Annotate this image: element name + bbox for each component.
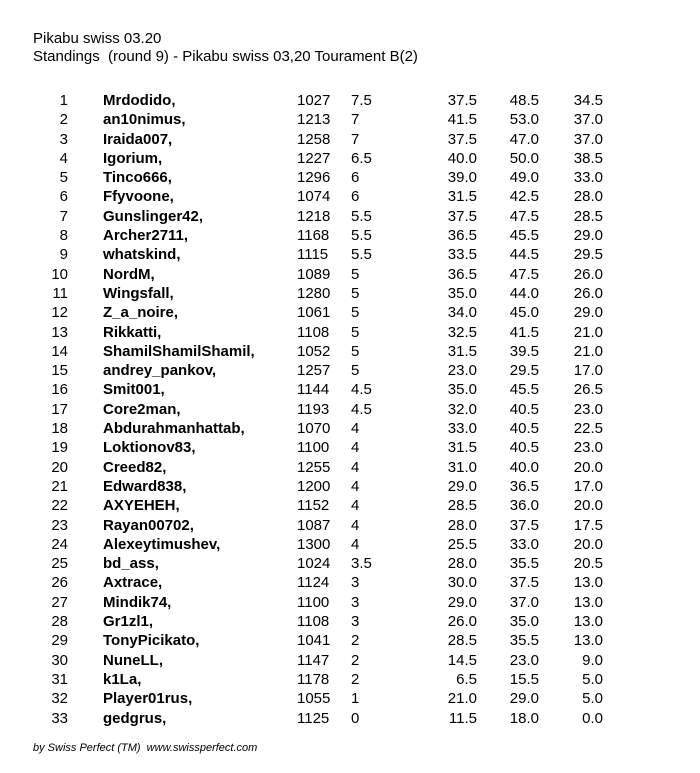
standings-row bbox=[0, 361, 700, 380]
tiebreak-1-cell: 23.0 bbox=[447, 362, 477, 380]
tiebreak-3-cell: 23.0 bbox=[573, 439, 603, 457]
rating-cell: 1052 bbox=[297, 342, 331, 360]
standings-row bbox=[0, 323, 700, 342]
rating-cell: 1218 bbox=[297, 207, 331, 225]
rank-cell: 17 bbox=[51, 400, 68, 418]
player-name: Core2man, bbox=[103, 400, 181, 418]
score-cell: 4 bbox=[351, 420, 360, 438]
score-cell: 7.5 bbox=[351, 92, 372, 109]
tiebreak-2-cell: 37.0 bbox=[509, 593, 539, 611]
player-name: gedgrus, bbox=[103, 709, 167, 727]
standings-row bbox=[0, 689, 700, 708]
score-cell: 4.5 bbox=[351, 381, 372, 399]
tiebreak-2-cell: 50.0 bbox=[509, 149, 539, 167]
tiebreak-1-cell: 29.0 bbox=[447, 477, 477, 495]
score-cell: 5 bbox=[351, 362, 360, 380]
score-cell: 6 bbox=[351, 169, 360, 187]
score-cell: 4 bbox=[351, 516, 360, 534]
tiebreak-1-cell: 37.5 bbox=[447, 130, 477, 148]
tiebreak-1-cell: 29.0 bbox=[447, 593, 477, 611]
player-name: Abdurahmanhattab, bbox=[103, 420, 245, 438]
tiebreak-2-cell: 47.5 bbox=[509, 265, 539, 283]
player-name: Creed82, bbox=[103, 458, 167, 476]
tiebreak-2-cell: 48.5 bbox=[509, 92, 539, 109]
score-cell: 5.5 bbox=[351, 246, 372, 264]
player-name: Gr1zl1, bbox=[103, 613, 154, 631]
tiebreak-1-cell: 37.5 bbox=[447, 207, 477, 225]
rating-cell: 1087 bbox=[297, 516, 331, 534]
rating-cell: 1178 bbox=[297, 670, 330, 688]
rank-cell: 33 bbox=[51, 709, 68, 727]
score-cell: 5 bbox=[351, 342, 360, 360]
tiebreak-1-cell: 26.0 bbox=[447, 613, 477, 631]
player-name: NordM, bbox=[103, 265, 155, 283]
standings-row bbox=[0, 631, 700, 650]
player-name: Iraida007, bbox=[103, 130, 173, 148]
standings-row bbox=[0, 245, 700, 264]
score-cell: 5 bbox=[351, 304, 360, 322]
tiebreak-3-cell: 37.0 bbox=[573, 130, 603, 148]
rating-cell: 1255 bbox=[297, 458, 331, 476]
score-cell: 7 bbox=[351, 111, 360, 129]
player-name: Mindik74, bbox=[103, 593, 172, 611]
tiebreak-3-cell: 37.0 bbox=[573, 111, 603, 129]
tiebreak-3-cell: 22.5 bbox=[573, 420, 603, 438]
rating-cell: 1108 bbox=[297, 323, 330, 341]
player-name: AXYEHEH, bbox=[103, 497, 180, 515]
rank-cell: 28 bbox=[51, 613, 68, 631]
tiebreak-3-cell: 17.5 bbox=[573, 516, 603, 534]
tiebreak-3-cell: 26.0 bbox=[573, 265, 603, 283]
rating-cell: 1147 bbox=[297, 651, 330, 669]
tiebreak-2-cell: 23.0 bbox=[509, 651, 539, 669]
document-title: Pikabu swiss 03.20 bbox=[33, 30, 162, 47]
score-cell: 3 bbox=[351, 613, 360, 631]
rating-cell: 1152 bbox=[297, 497, 330, 515]
tiebreak-3-cell: 13.0 bbox=[573, 574, 603, 592]
tiebreak-3-cell: 29.0 bbox=[573, 227, 603, 245]
standings-row bbox=[0, 380, 700, 399]
tiebreak-2-cell: 45.0 bbox=[509, 304, 539, 322]
rating-cell: 1280 bbox=[297, 284, 331, 302]
player-name: andrey_pankov, bbox=[103, 362, 217, 380]
tiebreak-2-cell: 36.5 bbox=[509, 477, 539, 495]
player-name: Gunslinger42, bbox=[103, 207, 204, 225]
tiebreak-2-cell: 49.0 bbox=[509, 169, 539, 187]
rank-cell: 22 bbox=[51, 497, 68, 515]
score-cell: 1 bbox=[351, 690, 360, 708]
tiebreak-3-cell: 26.0 bbox=[573, 284, 603, 302]
tiebreak-2-cell: 37.5 bbox=[509, 516, 539, 534]
standings-row bbox=[0, 593, 700, 612]
score-cell: 5.5 bbox=[351, 227, 372, 245]
tiebreak-3-cell: 26.5 bbox=[573, 381, 603, 399]
rank-cell: 10 bbox=[51, 265, 68, 283]
rank-cell: 5 bbox=[59, 169, 68, 187]
player-name: Igorium, bbox=[103, 149, 163, 167]
tiebreak-2-cell: 35.5 bbox=[509, 555, 539, 573]
document-header bbox=[33, 30, 418, 66]
player-name: Player01rus, bbox=[103, 690, 193, 708]
tiebreak-1-cell: 36.5 bbox=[447, 227, 477, 245]
rank-cell: 12 bbox=[51, 304, 68, 322]
standings-row bbox=[0, 168, 700, 187]
standings-row bbox=[0, 535, 700, 554]
score-cell: 7 bbox=[351, 130, 360, 148]
rank-cell: 32 bbox=[51, 690, 68, 708]
standings-row bbox=[0, 651, 700, 670]
standings-row bbox=[0, 226, 700, 245]
tiebreak-3-cell: 28.5 bbox=[573, 207, 603, 225]
tiebreak-2-cell: 36.0 bbox=[509, 497, 539, 515]
rank-cell: 11 bbox=[52, 284, 68, 302]
rating-cell: 1300 bbox=[297, 535, 331, 553]
rating-cell: 1074 bbox=[297, 188, 331, 206]
rating-cell: 1257 bbox=[297, 362, 331, 380]
rank-cell: 1 bbox=[59, 92, 68, 109]
tiebreak-2-cell: 40.5 bbox=[509, 420, 539, 438]
document-subtitle: Standings (round 9) - Pikabu swiss 03,20 Tourament B(2) bbox=[33, 48, 418, 65]
standings-row bbox=[0, 265, 700, 284]
tiebreak-1-cell: 14.5 bbox=[447, 651, 477, 669]
tiebreak-3-cell: 29.5 bbox=[573, 246, 603, 264]
standings-row bbox=[0, 130, 700, 149]
rating-cell: 1124 bbox=[297, 574, 330, 592]
tiebreak-1-cell: 32.0 bbox=[447, 400, 477, 418]
score-cell: 4 bbox=[351, 477, 360, 495]
rating-cell: 1070 bbox=[297, 420, 331, 438]
tiebreak-1-cell: 11.5 bbox=[448, 709, 477, 727]
standings-row bbox=[0, 670, 700, 689]
rank-cell: 27 bbox=[51, 593, 68, 611]
rank-cell: 14 bbox=[51, 342, 68, 360]
rank-cell: 3 bbox=[59, 130, 68, 148]
player-name: Smit001, bbox=[103, 381, 165, 399]
tiebreak-1-cell: 33.0 bbox=[447, 420, 477, 438]
rating-cell: 1041 bbox=[297, 632, 331, 650]
player-name: bd_ass, bbox=[103, 555, 159, 573]
standings-row bbox=[0, 438, 700, 457]
tiebreak-1-cell: 39.0 bbox=[447, 169, 477, 187]
standings-row bbox=[0, 149, 700, 168]
player-name: Rayan00702, bbox=[103, 516, 194, 534]
standings-row bbox=[0, 91, 700, 110]
rank-cell: 16 bbox=[51, 381, 68, 399]
player-name: Rikkatti, bbox=[103, 323, 162, 341]
tiebreak-1-cell: 31.0 bbox=[447, 458, 477, 476]
rating-cell: 1055 bbox=[297, 690, 331, 708]
rating-cell: 1193 bbox=[297, 400, 330, 418]
player-name: Loktionov83, bbox=[103, 439, 196, 457]
rating-cell: 1024 bbox=[297, 555, 331, 573]
rank-cell: 18 bbox=[51, 420, 68, 438]
standings-table bbox=[0, 91, 700, 728]
player-name: Mrdodido, bbox=[103, 92, 176, 109]
tiebreak-2-cell: 39.5 bbox=[509, 342, 539, 360]
rating-cell: 1200 bbox=[297, 477, 331, 495]
tiebreak-1-cell: 32.5 bbox=[447, 323, 477, 341]
score-cell: 6.5 bbox=[351, 149, 372, 167]
standings-row bbox=[0, 477, 700, 496]
tiebreak-2-cell: 33.0 bbox=[509, 535, 539, 553]
standings-row bbox=[0, 303, 700, 322]
rank-cell: 7 bbox=[59, 207, 68, 225]
tiebreak-3-cell: 13.0 bbox=[573, 632, 603, 650]
tiebreak-3-cell: 5.0 bbox=[582, 670, 603, 688]
player-name: Axtrace, bbox=[103, 574, 163, 592]
score-cell: 3 bbox=[351, 574, 360, 592]
rank-cell: 2 bbox=[59, 111, 68, 129]
score-cell: 4 bbox=[351, 439, 360, 457]
score-cell: 4.5 bbox=[351, 400, 372, 418]
tiebreak-1-cell: 30.0 bbox=[447, 574, 477, 592]
tiebreak-3-cell: 0.0 bbox=[582, 709, 603, 727]
tiebreak-1-cell: 34.0 bbox=[447, 304, 477, 322]
standings-row bbox=[0, 342, 700, 361]
standings-row bbox=[0, 458, 700, 477]
tiebreak-2-cell: 40.5 bbox=[509, 439, 539, 457]
tiebreak-1-cell: 36.5 bbox=[447, 265, 477, 283]
player-name: Edward838, bbox=[103, 477, 187, 495]
tiebreak-1-cell: 28.0 bbox=[447, 516, 477, 534]
tiebreak-1-cell: 21.0 bbox=[447, 690, 477, 708]
rating-cell: 1027 bbox=[297, 92, 331, 109]
tiebreak-2-cell: 44.0 bbox=[509, 284, 539, 302]
score-cell: 2 bbox=[351, 651, 360, 669]
tiebreak-3-cell: 17.0 bbox=[573, 477, 603, 495]
tiebreak-2-cell: 41.5 bbox=[509, 323, 539, 341]
tiebreak-2-cell: 40.0 bbox=[509, 458, 539, 476]
standings-row bbox=[0, 516, 700, 535]
footer-credit: by Swiss Perfect (TM) www.swissperfect.com bbox=[33, 742, 258, 754]
player-name: TonyPicikato, bbox=[103, 632, 200, 650]
rating-cell: 1100 bbox=[297, 439, 330, 457]
rating-cell: 1089 bbox=[297, 265, 331, 283]
tiebreak-3-cell: 17.0 bbox=[573, 362, 603, 380]
tiebreak-1-cell: 28.5 bbox=[447, 497, 477, 515]
standings-row bbox=[0, 496, 700, 515]
rating-cell: 1115 bbox=[297, 246, 329, 264]
tiebreak-3-cell: 20.0 bbox=[573, 535, 603, 553]
tiebreak-3-cell: 23.0 bbox=[573, 400, 603, 418]
player-name: Tinco666, bbox=[103, 169, 172, 187]
rating-cell: 1227 bbox=[297, 149, 331, 167]
tiebreak-3-cell: 20.5 bbox=[573, 555, 603, 573]
score-cell: 2 bbox=[351, 632, 360, 650]
standings-row bbox=[0, 612, 700, 631]
score-cell: 2 bbox=[351, 670, 360, 688]
tiebreak-2-cell: 45.5 bbox=[509, 381, 539, 399]
tiebreak-3-cell: 29.0 bbox=[573, 304, 603, 322]
tiebreak-1-cell: 35.0 bbox=[447, 381, 477, 399]
tiebreak-1-cell: 31.5 bbox=[447, 342, 477, 360]
tiebreak-2-cell: 42.5 bbox=[509, 188, 539, 206]
standings-row bbox=[0, 573, 700, 592]
tiebreak-3-cell: 5.0 bbox=[582, 690, 603, 708]
rating-cell: 1296 bbox=[297, 169, 331, 187]
tiebreak-3-cell: 13.0 bbox=[573, 613, 603, 631]
tiebreak-1-cell: 31.5 bbox=[447, 439, 477, 457]
score-cell: 3.5 bbox=[351, 555, 372, 573]
tiebreak-2-cell: 35.5 bbox=[509, 632, 539, 650]
tiebreak-1-cell: 28.5 bbox=[447, 632, 477, 650]
tiebreak-1-cell: 33.5 bbox=[447, 246, 477, 264]
tiebreak-3-cell: 38.5 bbox=[573, 149, 603, 167]
rating-cell: 1213 bbox=[297, 111, 331, 129]
rank-cell: 8 bbox=[59, 227, 68, 245]
tiebreak-3-cell: 13.0 bbox=[573, 593, 603, 611]
rating-cell: 1168 bbox=[297, 227, 330, 245]
player-name: Wingsfall, bbox=[103, 284, 174, 302]
score-cell: 5 bbox=[351, 265, 360, 283]
tiebreak-3-cell: 28.0 bbox=[573, 188, 603, 206]
score-cell: 5 bbox=[351, 323, 360, 341]
tiebreak-1-cell: 28.0 bbox=[447, 555, 477, 573]
rating-cell: 1258 bbox=[297, 130, 331, 148]
score-cell: 3 bbox=[351, 593, 360, 611]
rank-cell: 24 bbox=[51, 535, 68, 553]
rank-cell: 6 bbox=[59, 188, 68, 206]
rank-cell: 9 bbox=[59, 246, 68, 264]
score-cell: 5.5 bbox=[351, 207, 372, 225]
player-name: Z_a_noire, bbox=[103, 304, 179, 322]
rank-cell: 26 bbox=[51, 574, 68, 592]
score-cell: 4 bbox=[351, 497, 360, 515]
tiebreak-3-cell: 9.0 bbox=[582, 651, 603, 669]
player-name: whatskind, bbox=[103, 246, 181, 264]
rank-cell: 31 bbox=[51, 670, 68, 688]
player-name: Archer2711, bbox=[103, 227, 189, 245]
tiebreak-2-cell: 37.5 bbox=[509, 574, 539, 592]
tiebreak-1-cell: 40.0 bbox=[447, 149, 477, 167]
standings-row bbox=[0, 110, 700, 129]
score-cell: 4 bbox=[351, 535, 360, 553]
tiebreak-2-cell: 29.5 bbox=[509, 362, 539, 380]
player-name: Ffyvoone, bbox=[103, 188, 174, 206]
tiebreak-1-cell: 25.5 bbox=[447, 535, 477, 553]
tiebreak-1-cell: 31.5 bbox=[447, 188, 477, 206]
rank-cell: 19 bbox=[51, 439, 68, 457]
standings-row bbox=[0, 284, 700, 303]
rating-cell: 1108 bbox=[297, 613, 330, 631]
score-cell: 5 bbox=[351, 284, 360, 302]
rank-cell: 15 bbox=[51, 362, 68, 380]
tiebreak-2-cell: 47.0 bbox=[509, 130, 539, 148]
tiebreak-1-cell: 35.0 bbox=[447, 284, 477, 302]
player-name: NuneLL, bbox=[103, 651, 163, 669]
tiebreak-3-cell: 20.0 bbox=[573, 458, 603, 476]
player-name: k1La, bbox=[103, 670, 142, 688]
standings-row bbox=[0, 187, 700, 206]
rank-cell: 30 bbox=[51, 651, 68, 669]
standings-row bbox=[0, 400, 700, 419]
rank-cell: 29 bbox=[51, 632, 68, 650]
rank-cell: 25 bbox=[51, 555, 68, 573]
tiebreak-2-cell: 15.5 bbox=[509, 670, 539, 688]
standings-row bbox=[0, 207, 700, 226]
tiebreak-2-cell: 18.0 bbox=[509, 709, 539, 727]
tiebreak-1-cell: 6.5 bbox=[456, 670, 477, 688]
rating-cell: 1125 bbox=[297, 709, 330, 727]
score-cell: 0 bbox=[351, 709, 360, 727]
tiebreak-2-cell: 35.0 bbox=[509, 613, 539, 631]
tiebreak-3-cell: 21.0 bbox=[573, 323, 603, 341]
player-name: an10nimus, bbox=[103, 111, 186, 129]
tiebreak-1-cell: 37.5 bbox=[447, 92, 477, 109]
rank-cell: 13 bbox=[51, 323, 68, 341]
tiebreak-2-cell: 40.5 bbox=[509, 400, 539, 418]
rank-cell: 4 bbox=[59, 149, 68, 167]
tiebreak-2-cell: 53.0 bbox=[509, 111, 539, 129]
rating-cell: 1100 bbox=[297, 593, 330, 611]
tiebreak-3-cell: 21.0 bbox=[573, 342, 603, 360]
rank-cell: 23 bbox=[51, 516, 68, 534]
rating-cell: 1061 bbox=[297, 304, 331, 322]
tiebreak-2-cell: 29.0 bbox=[509, 690, 539, 708]
score-cell: 4 bbox=[351, 458, 360, 476]
player-name: Alexeytimushev, bbox=[103, 535, 221, 553]
rank-cell: 21 bbox=[51, 477, 68, 495]
player-name: ShamilShamilShamil, bbox=[103, 342, 255, 360]
rank-cell: 20 bbox=[51, 458, 68, 476]
tiebreak-1-cell: 41.5 bbox=[447, 111, 477, 129]
tiebreak-3-cell: 20.0 bbox=[573, 497, 603, 515]
rating-cell: 1144 bbox=[297, 381, 330, 399]
tiebreak-2-cell: 47.5 bbox=[509, 207, 539, 225]
tiebreak-2-cell: 44.5 bbox=[509, 246, 539, 264]
tiebreak-3-cell: 33.0 bbox=[573, 169, 603, 187]
tiebreak-3-cell: 34.5 bbox=[573, 92, 603, 109]
standings-row bbox=[0, 554, 700, 573]
tiebreak-2-cell: 45.5 bbox=[509, 227, 539, 245]
standings-row bbox=[0, 709, 700, 728]
score-cell: 6 bbox=[351, 188, 360, 206]
standings-row bbox=[0, 419, 700, 438]
